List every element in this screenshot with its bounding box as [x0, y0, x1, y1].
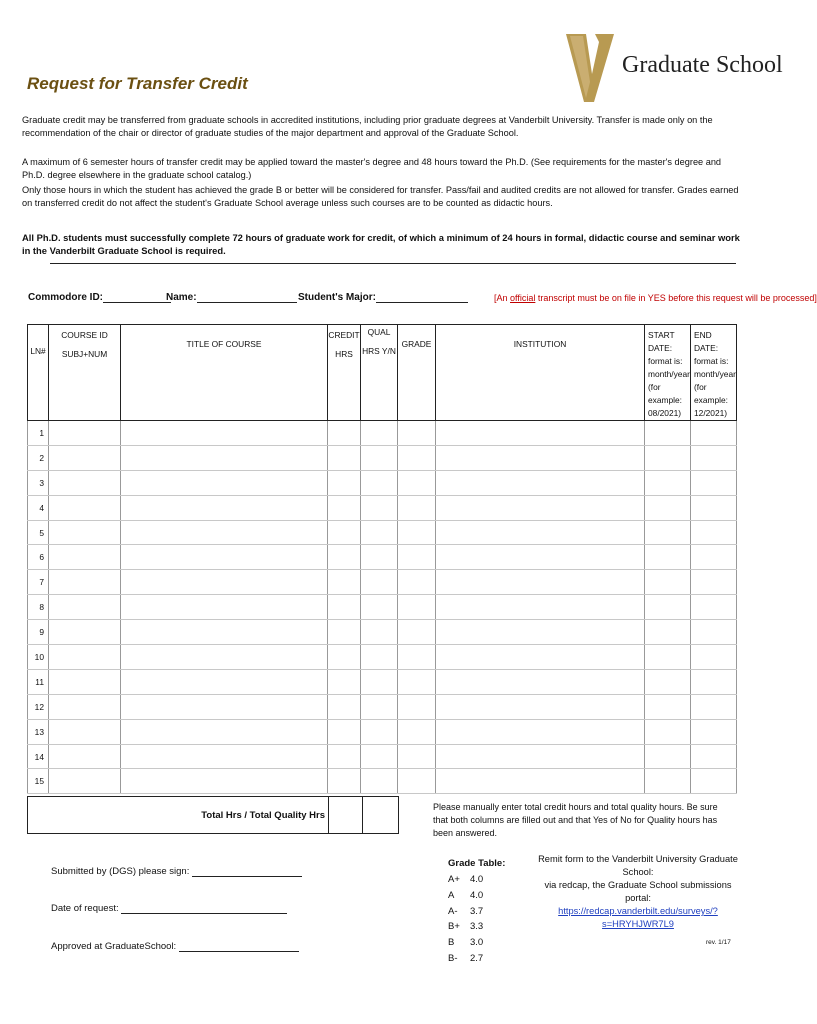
cell-qual-hrs[interactable] — [361, 470, 398, 495]
name-label: Name: — [166, 292, 197, 303]
table-row — [28, 620, 737, 645]
cell-start-date[interactable] — [645, 744, 691, 769]
cell-qual-hrs[interactable] — [361, 495, 398, 520]
grade-value: 3.7 — [470, 905, 484, 917]
cell-qual-hrs[interactable] — [361, 694, 398, 719]
cell-institution[interactable] — [436, 669, 645, 694]
table-row — [28, 645, 737, 670]
cell-credit-hrs[interactable] — [328, 595, 361, 620]
cell-institution[interactable] — [436, 620, 645, 645]
major-label: Student's Major: — [298, 292, 376, 303]
grade-table-title: Grade Table: — [448, 858, 506, 869]
cell-grade[interactable] — [398, 694, 436, 719]
submitted-by-field[interactable]: Submitted by (DGS) please sign: — [51, 866, 302, 877]
cell-credit-hrs[interactable] — [328, 645, 361, 670]
cell-course-id[interactable] — [49, 445, 121, 470]
cell-course-title[interactable] — [121, 570, 328, 595]
table-row — [28, 595, 737, 620]
cell-end-date[interactable] — [691, 719, 737, 744]
grade-row — [448, 906, 508, 917]
grade-letter: A+ — [448, 874, 460, 885]
grade-letter: B- — [448, 953, 458, 964]
table-row — [28, 421, 737, 446]
grade-letter: A — [448, 889, 455, 901]
header-credit-hrs: CREDIT HRS — [328, 325, 361, 421]
cell-course-id[interactable] — [49, 669, 121, 694]
grade-letter: B — [448, 937, 455, 949]
totals-instructions: Please manually enter total credit hours and total quality hours. Be sure that both columns are filled out and that Yes of No for Quality hours has been answered. — [433, 802, 718, 838]
approved-signature-line[interactable] — [179, 941, 299, 952]
cell-qual-hrs[interactable] — [361, 595, 398, 620]
date-of-request-line[interactable] — [121, 903, 287, 914]
cell-institution[interactable] — [436, 545, 645, 570]
cell-credit-hrs[interactable] — [328, 421, 361, 446]
cell-end-date[interactable] — [691, 470, 737, 495]
cell-grade[interactable] — [398, 421, 436, 446]
cell-course-id[interactable] — [49, 421, 121, 446]
cell-end-date[interactable] — [691, 694, 737, 719]
cell-start-date[interactable] — [645, 645, 691, 670]
table-row — [28, 694, 737, 719]
cell-grade[interactable] — [398, 595, 436, 620]
cell-start-date[interactable] — [645, 769, 691, 794]
cell-credit-hrs[interactable] — [328, 669, 361, 694]
cell-course-title[interactable] — [121, 620, 328, 645]
cell-credit-hrs[interactable] — [328, 620, 361, 645]
cell-course-id[interactable] — [49, 620, 121, 645]
cell-end-date[interactable] — [691, 545, 737, 570]
cell-institution[interactable] — [436, 421, 645, 446]
major-input[interactable] — [376, 292, 468, 303]
cell-end-date[interactable] — [691, 570, 737, 595]
cell-qual-hrs[interactable] — [361, 445, 398, 470]
row-number: 12 — [28, 694, 49, 719]
row-number: 14 — [28, 744, 49, 769]
cell-institution[interactable] — [436, 769, 645, 794]
commodore-id-field[interactable] — [28, 292, 171, 303]
table-row — [28, 719, 737, 744]
cell-end-date[interactable] — [691, 645, 737, 670]
row-number: 10 — [28, 645, 49, 670]
table-row — [28, 545, 737, 570]
cell-credit-hrs[interactable] — [328, 445, 361, 470]
cell-course-id[interactable] — [49, 495, 121, 520]
cell-start-date[interactable] — [645, 669, 691, 694]
totals-label: Total Hrs / Total Quality Hrs — [28, 797, 329, 833]
cell-course-title[interactable] — [121, 744, 328, 769]
cell-start-date[interactable] — [645, 495, 691, 520]
divider — [50, 263, 736, 264]
cell-course-id[interactable] — [49, 595, 121, 620]
cell-qual-hrs[interactable] — [361, 719, 398, 744]
grade-value: 4.0 — [470, 874, 484, 885]
cell-grade[interactable] — [398, 570, 436, 595]
cell-end-date[interactable] — [691, 445, 737, 470]
row-number: 3 — [28, 470, 49, 495]
row-number: 11 — [28, 669, 49, 694]
cell-credit-hrs[interactable] — [328, 520, 361, 545]
paragraph-transfer: Graduate credit may be transferred from graduate schools in accredited institutions, including prior graduate degrees at Vanderbilt University. Transfer is made only on the recommendation of the chair or director of graduate studies of the major department and approval of the Graduate School. — [22, 115, 713, 138]
cell-grade[interactable] — [398, 470, 436, 495]
grade-value: 4.0 — [470, 889, 484, 901]
cell-end-date[interactable] — [691, 620, 737, 645]
grade-letter: B+ — [448, 921, 460, 933]
row-number: 2 — [28, 445, 49, 470]
cell-institution[interactable] — [436, 719, 645, 744]
grade-row — [448, 874, 508, 885]
cell-start-date[interactable] — [645, 520, 691, 545]
paragraph-phd-requirement: All Ph.D. students must successfully complete 72 hours of graduate work for credit, of which a minimum of 24 hours in formal, didactic course and seminar work in the Vanderbilt Graduate School is required. — [22, 232, 740, 256]
cell-qual-hrs[interactable] — [361, 744, 398, 769]
cell-credit-hrs[interactable] — [328, 470, 361, 495]
row-number: 7 — [28, 570, 49, 595]
cell-credit-hrs[interactable] — [328, 744, 361, 769]
header-course-id: COURSE ID SUBJ+NUM — [49, 325, 121, 421]
table-row — [28, 520, 737, 545]
cell-end-date[interactable] — [691, 495, 737, 520]
cell-course-title[interactable] — [121, 769, 328, 794]
total-credit-hrs-cell[interactable] — [329, 797, 363, 833]
course-table — [27, 324, 737, 794]
cell-course-id[interactable] — [49, 645, 121, 670]
cell-end-date[interactable] — [691, 744, 737, 769]
header-end-date: END DATE: format is: month/year (for example: 12/2021) — [691, 325, 737, 421]
logo-text: Graduate School — [622, 52, 783, 78]
vanderbilt-v-logo — [566, 34, 614, 102]
major-field[interactable] — [298, 292, 468, 303]
date-of-request-field[interactable]: Date of request: — [51, 903, 287, 914]
cell-qual-hrs[interactable] — [361, 520, 398, 545]
grade-value: 2.7 — [470, 953, 484, 964]
row-number: 15 — [28, 769, 49, 794]
row-number: 13 — [28, 719, 49, 744]
total-quality-hrs-cell[interactable] — [362, 797, 398, 833]
cell-grade[interactable] — [398, 545, 436, 570]
cell-course-title[interactable] — [121, 719, 328, 744]
table-row — [28, 769, 737, 794]
table-row — [28, 445, 737, 470]
totals-box — [27, 796, 399, 834]
cell-institution[interactable] — [436, 570, 645, 595]
cell-qual-hrs[interactable] — [361, 769, 398, 794]
name-input[interactable] — [197, 292, 297, 303]
cell-course-title[interactable] — [121, 645, 328, 670]
table-row — [28, 570, 737, 595]
cell-qual-hrs[interactable] — [361, 645, 398, 670]
cell-course-title[interactable] — [121, 520, 328, 545]
header-ln: LN# — [28, 325, 49, 421]
row-number: 6 — [28, 545, 49, 570]
table-row — [28, 495, 737, 520]
cell-qual-hrs[interactable] — [361, 669, 398, 694]
grade-value: 3.3 — [470, 921, 484, 933]
row-number: 9 — [28, 620, 49, 645]
cell-credit-hrs[interactable] — [328, 719, 361, 744]
cell-course-id[interactable] — [49, 570, 121, 595]
row-number: 5 — [28, 520, 49, 545]
page-title: Request for Transfer Credit — [27, 74, 248, 93]
cell-grade[interactable] — [398, 645, 436, 670]
cell-institution[interactable] — [436, 470, 645, 495]
cell-grade[interactable] — [398, 520, 436, 545]
cell-course-id[interactable] — [49, 744, 121, 769]
cell-start-date[interactable] — [645, 719, 691, 744]
cell-credit-hrs[interactable] — [328, 545, 361, 570]
cell-start-date[interactable] — [645, 570, 691, 595]
cell-end-date[interactable] — [691, 520, 737, 545]
cell-course-title[interactable] — [121, 495, 328, 520]
redcap-link[interactable]: https://redcap.vanderbilt.edu/surveys/?s=HRYHJWR7L9 — [558, 906, 718, 929]
cell-qual-hrs[interactable] — [361, 620, 398, 645]
cell-end-date[interactable] — [691, 769, 737, 794]
cell-qual-hrs[interactable] — [361, 545, 398, 570]
revision-label: rev. 1/17 — [706, 939, 731, 946]
cell-course-title[interactable] — [121, 421, 328, 446]
header-qual-hrs: QUAL HRS Y/N — [361, 325, 398, 421]
cell-course-title[interactable] — [121, 669, 328, 694]
cell-start-date[interactable] — [645, 545, 691, 570]
commodore-id-label: Commodore ID: — [28, 292, 103, 303]
cell-start-date[interactable] — [645, 595, 691, 620]
cell-end-date[interactable] — [691, 669, 737, 694]
cell-grade[interactable] — [398, 495, 436, 520]
row-number: 8 — [28, 595, 49, 620]
cell-end-date[interactable] — [691, 595, 737, 620]
grade-row — [448, 890, 508, 901]
name-field[interactable] — [166, 292, 297, 303]
table-row — [28, 669, 737, 694]
row-number: 1 — [28, 421, 49, 446]
cell-credit-hrs[interactable] — [328, 694, 361, 719]
header-start-date: START DATE: format is: month/year (for example: 08/2021) — [645, 325, 691, 421]
cell-institution[interactable] — [436, 520, 645, 545]
approved-field[interactable]: Approved at GraduateSchool: — [51, 941, 299, 952]
cell-course-title[interactable] — [121, 595, 328, 620]
cell-grade[interactable] — [398, 744, 436, 769]
cell-start-date[interactable] — [645, 694, 691, 719]
grade-row — [448, 937, 508, 948]
submitted-by-signature-line[interactable] — [192, 866, 302, 877]
cell-credit-hrs[interactable] — [328, 769, 361, 794]
paragraph-maximum: A maximum of 6 semester hours of transfer credit may be applied toward the master's degree and 48 hours toward the Ph.D. (See requirements for the master's degree and Ph.D. degree elsewhere in the graduate school catalog.) — [22, 157, 722, 180]
cell-grade[interactable] — [398, 620, 436, 645]
row-number: 4 — [28, 495, 49, 520]
cell-course-id[interactable] — [49, 545, 121, 570]
header-institution: INSTITUTION — [436, 325, 645, 421]
cell-institution[interactable] — [436, 445, 645, 470]
cell-grade[interactable] — [398, 769, 436, 794]
official-emphasis: official — [510, 293, 536, 303]
cell-course-title[interactable] — [121, 470, 328, 495]
transcript-note: [An official transcript must be on file in YES before this request will be processed] — [494, 293, 817, 303]
cell-start-date[interactable] — [645, 470, 691, 495]
cell-institution[interactable] — [436, 744, 645, 769]
grade-row — [448, 921, 508, 932]
cell-course-title[interactable] — [121, 445, 328, 470]
cell-start-date[interactable] — [645, 445, 691, 470]
cell-course-id[interactable] — [49, 769, 121, 794]
cell-institution[interactable] — [436, 645, 645, 670]
paragraph-grades: Only those hours in which the student has achieved the grade B or better will be considered for transfer. Pass/fail and audited credits are not allowed for transfer. Grades earned on transferred credit do not affect the student's Graduate School average unless such courses are to be counted as didactic hours. — [22, 185, 739, 208]
grade-value: 3.0 — [470, 937, 484, 949]
cell-qual-hrs[interactable] — [361, 421, 398, 446]
cell-course-title[interactable] — [121, 545, 328, 570]
cell-course-title[interactable] — [121, 694, 328, 719]
cell-grade[interactable] — [398, 445, 436, 470]
cell-grade[interactable] — [398, 719, 436, 744]
table-row — [28, 744, 737, 769]
cell-qual-hrs[interactable] — [361, 570, 398, 595]
cell-institution[interactable] — [436, 694, 645, 719]
table-row — [28, 470, 737, 495]
commodore-id-input[interactable] — [103, 292, 171, 303]
cell-institution[interactable] — [436, 595, 645, 620]
remit-instructions: Remit form to the Vanderbilt University Graduate School: via redcap, the Graduate School submissions portal: https://redcap.vanderbilt.edu/surveys/?s=HRYHJWR7L9 — [538, 854, 738, 929]
cell-course-id[interactable] — [49, 719, 121, 744]
grade-letter: A- — [448, 905, 458, 917]
cell-course-id[interactable] — [49, 520, 121, 545]
cell-institution[interactable] — [436, 495, 645, 520]
grade-row — [448, 953, 508, 964]
header-grade: GRADE — [398, 325, 436, 421]
cell-course-id[interactable] — [49, 694, 121, 719]
cell-course-id[interactable] — [49, 470, 121, 495]
cell-end-date[interactable] — [691, 421, 737, 446]
cell-start-date[interactable] — [645, 620, 691, 645]
cell-grade[interactable] — [398, 669, 436, 694]
cell-credit-hrs[interactable] — [328, 570, 361, 595]
cell-start-date[interactable] — [645, 421, 691, 446]
header-title: TITLE OF COURSE — [121, 325, 328, 421]
cell-credit-hrs[interactable] — [328, 495, 361, 520]
